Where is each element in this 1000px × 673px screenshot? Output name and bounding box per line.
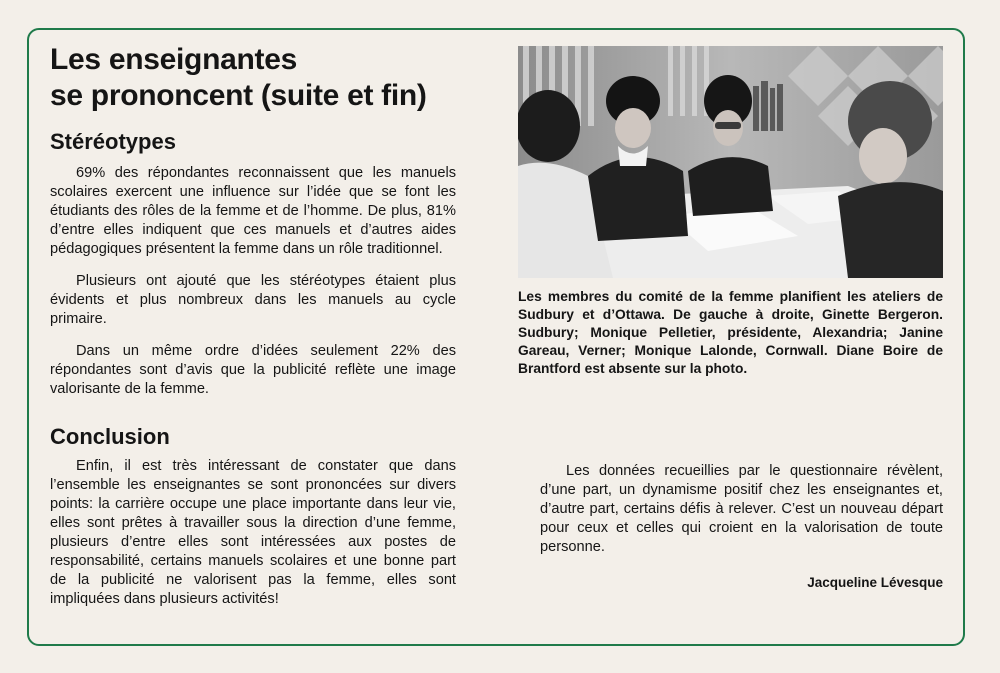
author-signature: Jacqueline Lévesque (807, 575, 943, 590)
closing-paragraph: Les données recueillies par le questionnaire révèlent, d’une part, un dynamisme positif chez les enseignantes et, d’autre part, certains défis à relever. C’est un nouveau départ pour ceux et celles qui croient en la valorisation de toute personne. (540, 463, 943, 555)
paragraph-stereotypes-1: 69% des répondantes reconnaissent que les manuels scolaires exercent une influence sur l’idée que se font les étudiants des rôles de la femme et de l’homme. De plus, 81% d’entre elles indiquent que ces manuels et d’autres aides pédagogiques présentent la femme dans un rôle traditionnel. (50, 165, 456, 257)
paragraph-stereotypes-2: Plusieurs ont ajouté que les stéréotypes étaient plus évidents et plus nombreux dans les manuels au cycle primaire. (50, 273, 456, 327)
paragraph-stereotypes-3: Dans un même ordre d’idées seulement 22% des répondantes sont d’avis que la publicité reflète une image valorisante de la femme. (50, 343, 456, 397)
closing-block (540, 462, 943, 590)
title-line-1: Les enseignantes (50, 43, 297, 76)
heading-conclusion: Conclusion (50, 424, 170, 449)
article-title (50, 42, 456, 114)
heading-stereotypes: Stéréotypes (50, 129, 176, 154)
photo-illustration (518, 46, 943, 278)
left-column (50, 42, 456, 609)
title-line-2: se prononcent (suite et fin) (50, 79, 427, 112)
photo-caption: Les membres du comité de la femme planifient les ateliers de Sudbury et d’Ottawa. De gauche à droite, Ginette Bergeron. Sudbury; Monique Pelletier, présidente, Alexandria; Janine Gareau, Verner; Monique Lalonde, Cornwall. Diane Boire de Brantford est absente sur la photo. (518, 289, 943, 376)
paragraph-conclusion: Enfin, il est très intéressant de constater que dans l’ensemble les enseignantes se sont prononcées sur divers points: la carrière occupe une place importante dans leur vie, elles sont prêtes à travailler sous la direction d’une femme, plusieurs d’entre elles sont intéressées aux postes de responsabilité, certains manuels scolaires et une bonne part de la publicité ne valorisent pas la femme, elles sont impliquées dans plusieurs activités! (50, 458, 456, 607)
right-column (518, 46, 943, 378)
committee-photo (518, 46, 943, 278)
